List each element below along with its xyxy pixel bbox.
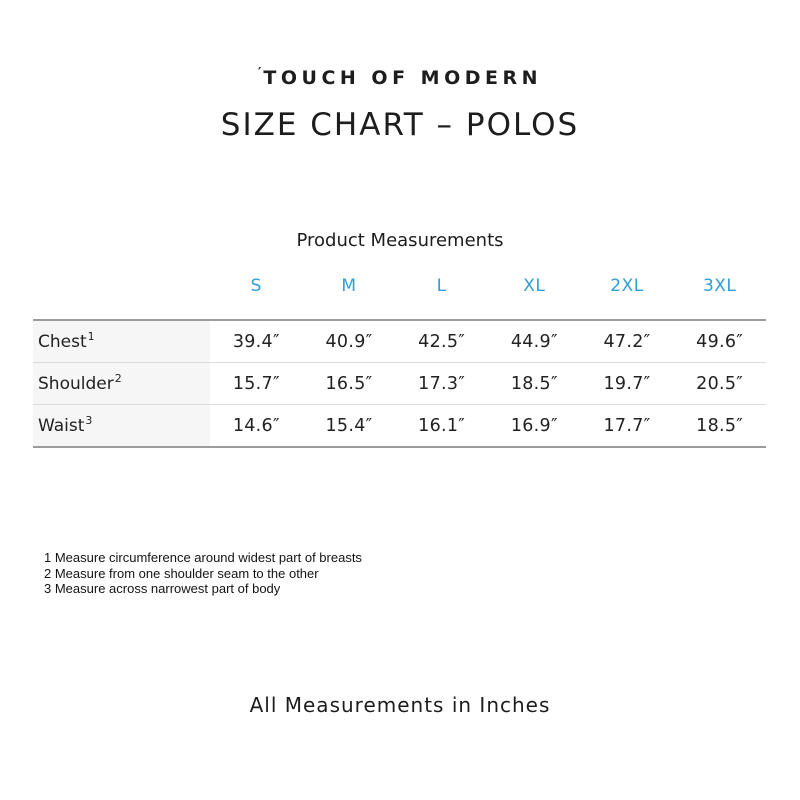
brand-name: TOUCH OF MODERN: [263, 67, 543, 89]
size-header-3xl: 3XL: [702, 276, 737, 296]
cell-chest-2xl: 47.2″: [603, 331, 651, 352]
table-caption: Product Measurements: [296, 230, 504, 251]
size-header-row: [33, 277, 766, 295]
cell-shoulder-xl: 18.5″: [510, 373, 558, 394]
table-row-chest: [33, 321, 766, 362]
header-spacer: [33, 277, 210, 295]
cell-chest-xl: 44.9″: [510, 331, 558, 352]
cell-shoulder-3xl: 20.5″: [696, 373, 744, 394]
size-header-m: M: [341, 276, 357, 296]
row-label-text: Shoulder: [38, 373, 114, 394]
row-label-waist: Waist $^3$: [33, 405, 210, 446]
size-header-s: S: [250, 276, 262, 296]
table-row-shoulder: [33, 362, 766, 404]
footnote-2: 2 Measure from one shoulder seam to the other: [44, 565, 319, 581]
size-header-l: L: [436, 276, 447, 296]
row-label-shoulder: Shoulder $^2$: [33, 363, 210, 404]
cell-waist-xl: 16.9″: [510, 415, 558, 436]
row-label-chest: Chest $^1$: [33, 321, 210, 362]
footnote-3: 3 Measure across narrowest part of body: [44, 581, 281, 596]
row-label-text: Waist: [38, 415, 85, 436]
footnotes: [44, 550, 362, 597]
cell-chest-s: 39.4″: [232, 331, 280, 352]
measurement-table: [33, 277, 766, 448]
cell-waist-m: 15.4″: [325, 415, 373, 436]
table-row-waist: [33, 404, 766, 446]
cell-waist-s: 14.6″: [232, 415, 280, 436]
cell-shoulder-m: 16.5″: [325, 373, 373, 394]
cell-chest-3xl: 49.6″: [696, 331, 744, 352]
cell-shoulder-2xl: 19.7″: [603, 373, 651, 394]
logo-tick-mark: ′: [257, 66, 263, 81]
footnote-1: 1 Measure circumference around widest part of breasts: [44, 550, 362, 565]
cell-waist-3xl: 18.5″: [696, 415, 744, 436]
footer-note: All Measurements in Inches: [249, 693, 551, 717]
table-body: [33, 319, 766, 448]
brand-logo: [0, 66, 800, 89]
page-title: SIZE CHART – POLOS: [220, 107, 580, 143]
cell-chest-l: 42.5″: [418, 331, 466, 352]
row-label-text: Chest: [38, 331, 87, 352]
cell-shoulder-l: 17.3″: [418, 373, 466, 394]
size-header-xl: XL: [523, 276, 546, 296]
cell-shoulder-s: 15.7″: [232, 373, 280, 394]
cell-waist-2xl: 17.7″: [603, 415, 651, 436]
cell-chest-m: 40.9″: [325, 331, 373, 352]
cell-waist-l: 16.1″: [418, 415, 466, 436]
size-header-2xl: 2XL: [610, 276, 644, 296]
